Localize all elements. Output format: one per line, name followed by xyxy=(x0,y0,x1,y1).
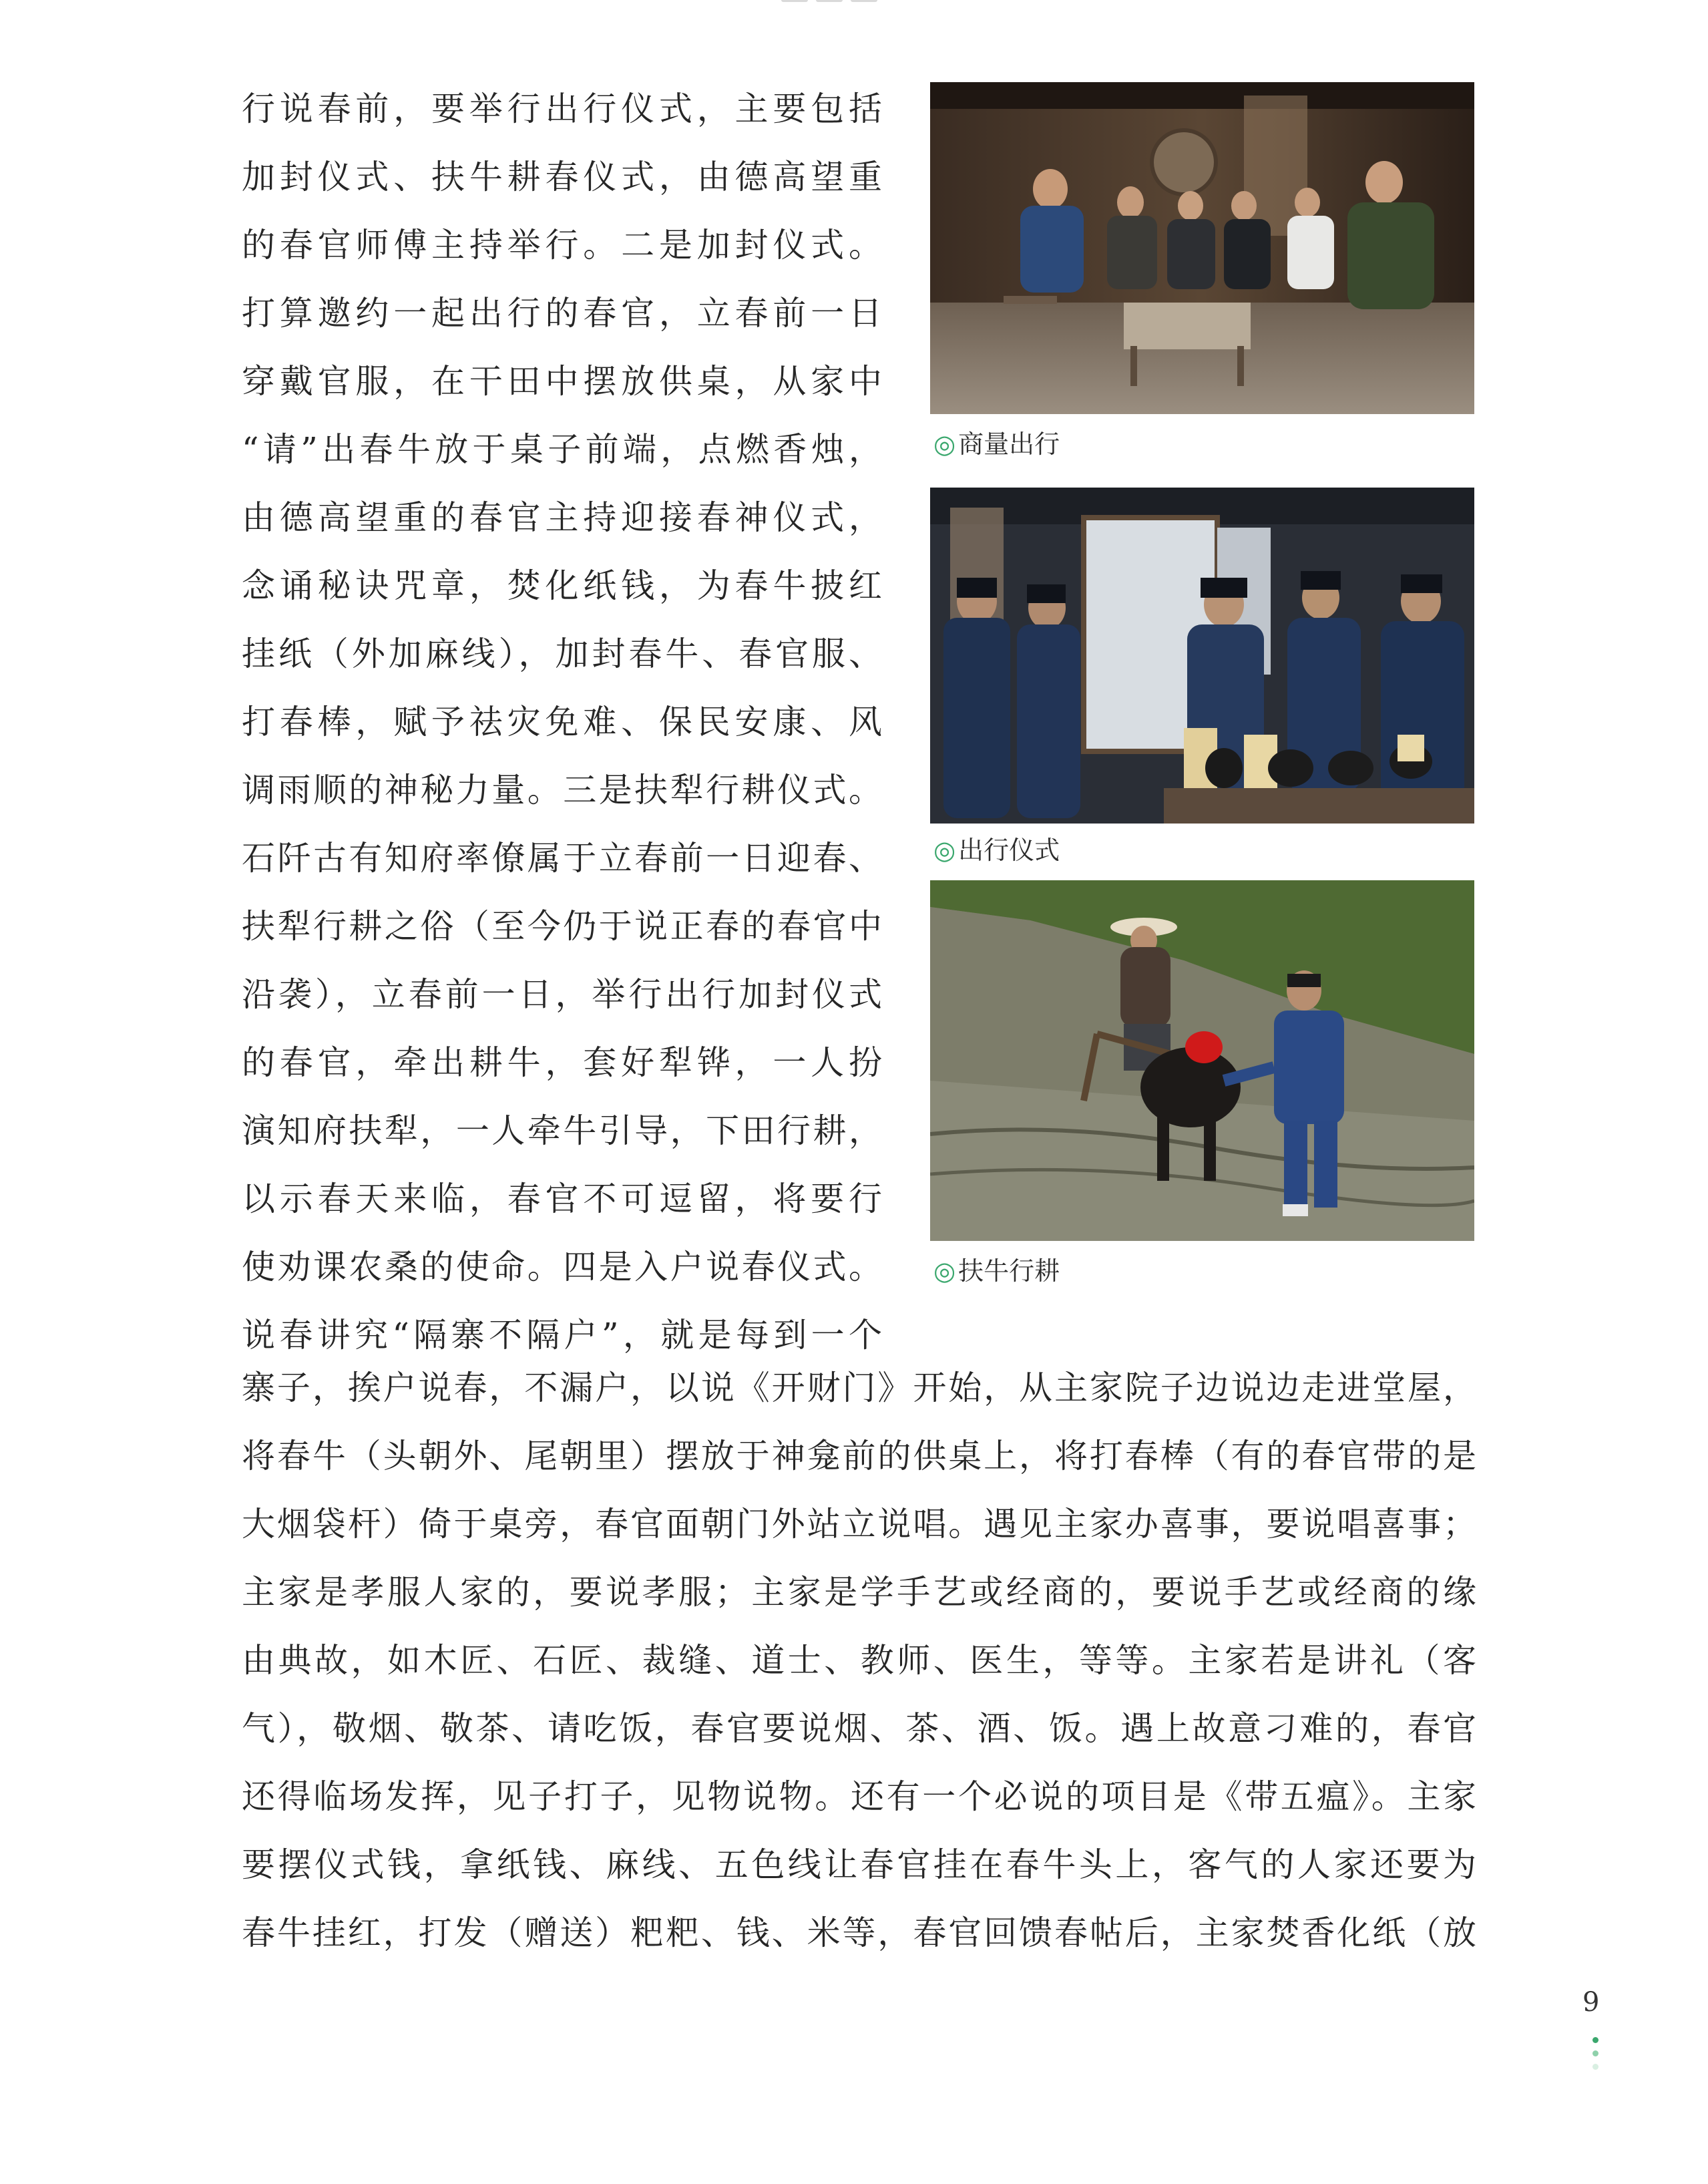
text-line: 将春牛（头朝外、尾朝里）摆放于神龛前的供桌上，将打春棒（有的春官带的是 xyxy=(242,1437,1477,1475)
caption-mark: ◎ xyxy=(933,836,956,865)
text-line: 念诵秘诀咒章，焚化纸钱，为春牛披红 xyxy=(242,566,883,605)
page-number: 9 xyxy=(1582,1987,1600,2018)
body-text-column xyxy=(242,75,883,1369)
text-line: 大烟袋杆）倚于桌旁，春官面朝门外站立说唱。遇见主家办喜事，要说唱喜事； xyxy=(242,1505,1477,1543)
body-text-full xyxy=(242,1354,1477,1967)
text-line: 由德高望重的春官主持迎接春神仪式， xyxy=(242,498,883,537)
caption-text: 商量出行 xyxy=(958,429,1060,459)
photo-ritual xyxy=(930,488,1474,824)
text-line: 穿戴官服，在干田中摆放供桌，从家中 xyxy=(242,362,883,401)
text-line: 气），敬烟、敬茶、请吃饭，春官要说烟、茶、酒、饭。遇上故意刁难的，春官 xyxy=(242,1709,1477,1748)
caption-text: 扶牛行耕 xyxy=(958,1256,1060,1286)
caption-photo2 xyxy=(933,834,1060,867)
text-line: 打算邀约一起出行的春官，立春前一日 xyxy=(242,294,883,333)
text-line: 演知府扶犁，一人牵牛引导，下田行耕， xyxy=(242,1111,883,1150)
text-line: 挂纸（外加麻线），加封春牛、春官服、 xyxy=(242,634,883,673)
text-line: 石阡古有知府率僚属于立春前一日迎春、 xyxy=(242,839,883,878)
dot-icon xyxy=(1592,2064,1598,2070)
text-line: 说春讲究“隔寨不隔户”，就是每到一个 xyxy=(242,1316,883,1354)
text-line: 行说春前，要举行出行仪式，主要包括 xyxy=(242,89,883,128)
text-line: 打春棒，赋予祛灾免难、保民安康、风 xyxy=(242,703,883,741)
text-line: 的春官师傅主持举行。二是加封仪式。 xyxy=(242,226,883,264)
text-line: 调雨顺的神秘力量。三是扶犁行耕仪式。 xyxy=(242,771,883,809)
text-line: 寨子，挨户说春，不漏户，以说《开财门》开始，从主家院子边说边走进堂屋， xyxy=(242,1369,1477,1407)
text-line: 使劝课农桑的使命。四是入户说春仪式。 xyxy=(242,1248,883,1286)
dot-icon xyxy=(1592,2050,1598,2056)
text-line: 扶犁行耕之俗（至今仍于说正春的春官中 xyxy=(242,907,883,946)
text-line: 以示春天来临，春官不可逗留，将要行 xyxy=(242,1179,883,1218)
text-line: 的春官，牵出耕牛，套好犁铧，一人扮 xyxy=(242,1043,883,1082)
text-line: 要摆仪式钱，拿纸钱、麻线、五色线让春官挂在春牛头上，客气的人家还要为 xyxy=(242,1845,1477,1884)
caption-photo3 xyxy=(933,1254,1060,1288)
text-line: 沿袭），立春前一日，举行出行加封仪式 xyxy=(242,975,883,1014)
text-line: 主家是孝服人家的，要说孝服；主家是学手艺或经商的，要说手艺或经商的缘 xyxy=(242,1573,1477,1612)
caption-text: 出行仪式 xyxy=(958,836,1060,865)
text-line: 加封仪式、扶牛耕春仪式，由德高望重 xyxy=(242,158,883,196)
running-header xyxy=(781,0,982,5)
text-line: 由典故，如木匠、石匠、裁缝、道士、教师、医生，等等。主家若是讲礼（客 xyxy=(242,1641,1477,1680)
caption-mark: ◎ xyxy=(933,429,956,459)
photo-discussion xyxy=(930,82,1474,414)
caption-mark: ◎ xyxy=(933,1256,956,1286)
text-line: “请”出春牛放于桌子前端，点燃香烛， xyxy=(242,430,883,469)
photo-plowing xyxy=(930,880,1474,1241)
dot-icon xyxy=(1592,2037,1598,2043)
text-line: 春牛挂红，打发（赠送）粑粑、钱、米等，春官回馈春帖后，主家焚香化纸（放 xyxy=(242,1914,1477,1952)
caption-photo1 xyxy=(933,427,1060,461)
page-dots xyxy=(1590,2037,1600,2077)
text-line: 还得临场发挥，见子打子，见物说物。还有一个必说的项目是《带五瘟》。主家 xyxy=(242,1777,1477,1816)
